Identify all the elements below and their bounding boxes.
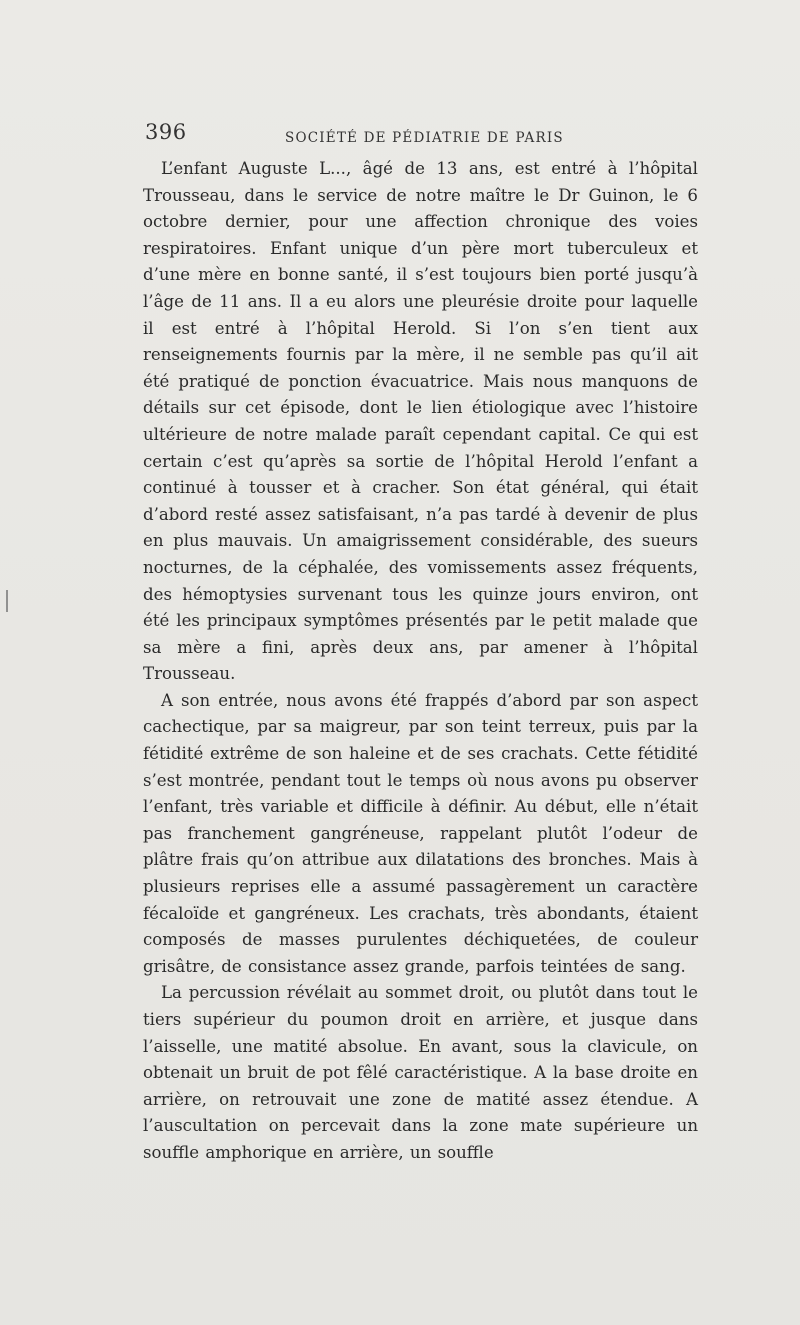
paragraph: La percussion révélait au sommet droit, ou plutôt dans tout le tiers supérieur du poumon droit en arrière, et jusque dans l’aisselle, une matité absolue. En avant, sous la clavicule, on obtenait un bruit de pot fêlé caractéristique. A la base droite en arrière, on retrouvait une zone de matité assez étendue. A l’auscultation on percevait dans la zone mate supérieure un souffle amphorique en arrière, un souffle <box>143 983 698 1162</box>
body-text <box>143 156 698 1167</box>
page-number: 396 <box>145 120 187 144</box>
margin-mark <box>6 590 8 612</box>
paragraph: A son entrée, nous avons été frappés d’abord par son aspect cachectique, par sa maigreur, par son teint terreux, puis par la fétidité extrême de son haleine et de ses crachats. Cette fétidité s’est montrée, pendant tout le temps où nous avons pu observer l’enfant, très variable et difficile à définir. Au début, elle n’était pas franchement gangréneuse, rappelant plutôt l’odeur de plâtre frais qu’on attribue aux dilatations des bronches. Mais à plusieurs reprises elle a assumé passagèrement un caractère fécaloïde et gangréneux. Les crachats, très abondants, étaient composés de masses purulentes déchiquetées, de couleur grisâtre, de consistance assez grande, parfois teintées de sang. <box>143 690 698 976</box>
page-header <box>145 120 700 150</box>
running-title: SOCIÉTÉ DE PÉDIATRIE DE PARIS <box>285 130 564 146</box>
paragraph: L’enfant Auguste L..., âgé de 13 ans, est entré à l’hôpital Trousseau, dans le service de notre maître le Dr Guinon, le 6 octobre dernier, pour une affection chronique des voies respiratoires. Enfant unique d’un père mort tuberculeux et d’une mère en bonne santé, il s’est toujours bien porté jusqu’à l’âge de 11 ans. Il a eu alors une pleurésie droite pour laquelle il est entré à l’hôpital Herold. Si l’on s’en tient aux renseignements fournis par la mère, il ne semble pas qu’il ait été pratiqué de ponction évacuatrice. Mais nous manquons de détails sur cet épisode, dont le lien étiologique avec l’histoire ultérieure de notre malade paraît cependant capital. Ce qui est certain c’est qu’après sa sortie de l’hôpital Herold l’enfant a continué à tousser et à cracher. Son état général, qui était d’abord resté assez satisfaisant, n’a pas tardé à devenir de plus en plus mauvais. Un amaigrissement considérable, des sueurs nocturnes, de la céphalée, des vomissements assez fréquents, des hémoptysies survenant tous les quinze jours environ, ont été les principaux symptômes présentés par le petit malade que sa mère a fini, après deux ans, par amener à l’hôpital Trousseau. <box>143 159 698 684</box>
